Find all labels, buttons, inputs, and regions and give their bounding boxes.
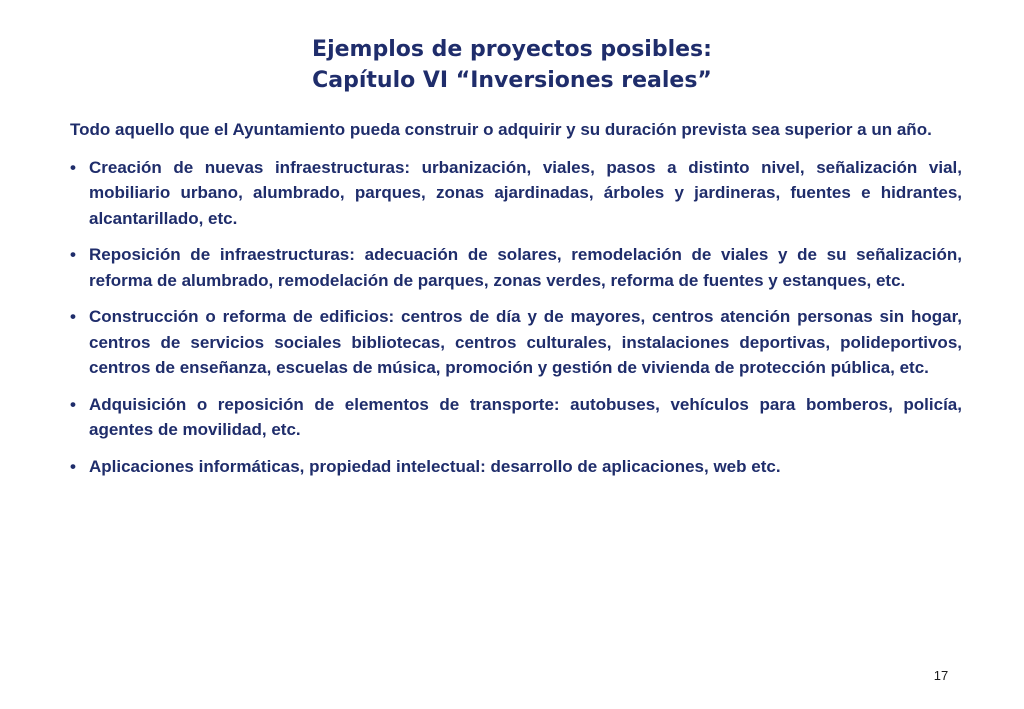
bullet-text: Construcción o reforma de edificios: centros de día y de mayores, centros atención personas sin hogar, centros de servicios sociales bibliotecas, centros culturales, instalaciones deportivas, polideportivos, centros de enseñanza, escuelas de música, promoción y gestión de vivienda de protección pública, etc. — [89, 307, 962, 377]
bullet-icon: • — [70, 157, 76, 177]
bullet-item — [70, 304, 962, 381]
bullet-item — [70, 242, 962, 293]
intro-paragraph: Todo aquello que el Ayuntamiento pueda construir o adquirir y su duración prevista sea superior a un año. — [70, 120, 932, 139]
bullet-icon: • — [70, 245, 76, 264]
bullet-text: Adquisición o reposición de elementos de transporte: autobuses, vehículos para bomberos, policía, agentes de movilidad, etc. — [89, 394, 962, 439]
bullet-text: Creación de nuevas infraestructuras: urbanización, viales, pasos a distinto nivel, señalización vial, mobiliario urbano, alumbrado, parques, zonas ajardinadas, árboles y jardineras, fuentes e hidrantes, alcantarillado, etc. — [89, 157, 962, 228]
bullet-icon: • — [70, 456, 76, 476]
bullet-icon: • — [70, 394, 76, 414]
bullet-text: Aplicaciones informáticas, propiedad intelectual: desarrollo de aplicaciones, web etc. — [89, 456, 781, 476]
bullet-item — [70, 392, 962, 443]
page-number: 17 — [933, 668, 949, 683]
bullet-item — [70, 454, 962, 480]
title-line-1: Ejemplos de proyectos posibles: — [312, 37, 712, 62]
bullet-text: Reposición de infraestructuras: adecuación de solares, remodelación de viales y de su señalización, reforma de alumbrado, remodelación de parques, zonas verdes, reforma de fuentes y estanques, etc. — [89, 245, 962, 290]
title-line-2: Capítulo VI “Inversiones reales” — [312, 68, 712, 93]
bullet-item — [70, 155, 962, 232]
bullet-icon: • — [70, 307, 76, 326]
slide-title — [0, 34, 1024, 96]
bullet-list — [70, 155, 962, 480]
slide-body — [70, 117, 962, 490]
